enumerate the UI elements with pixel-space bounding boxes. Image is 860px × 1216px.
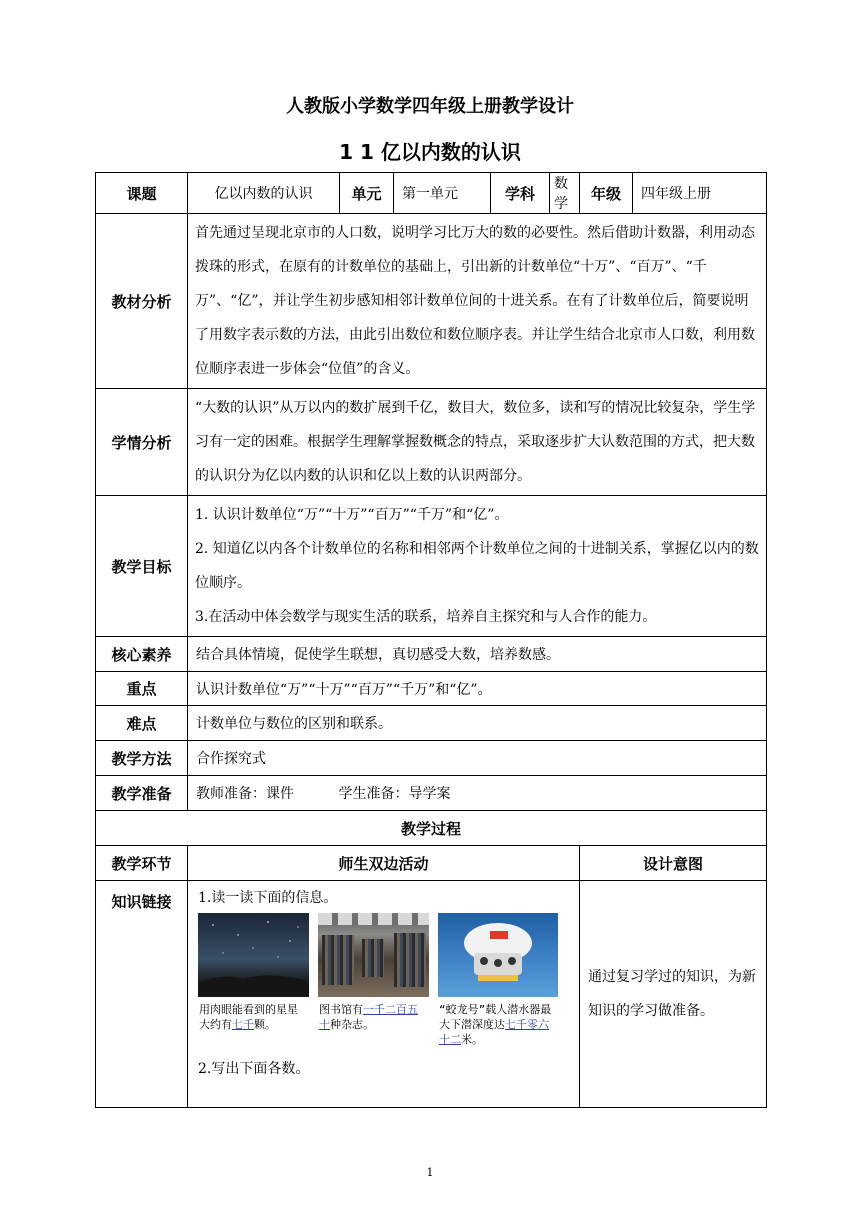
- subject-value: 数学: [550, 173, 580, 214]
- step-read-info: 1.读一读下面的信息。: [198, 890, 338, 906]
- student-analysis-label: 学情分析: [96, 389, 188, 496]
- teaching-prep-row: [96, 776, 767, 811]
- process-title-row: [96, 811, 767, 846]
- material-analysis-label: 教材分析: [96, 214, 188, 389]
- caption-text: 米。: [461, 1033, 483, 1046]
- caption-number: 七千零六十二: [439, 1018, 549, 1046]
- teaching-prep-text: 教师准备：课件 学生准备：导学案: [188, 776, 767, 811]
- student-analysis-text: “大数的认识”从万以内的数扩展到千亿，数目大，数位多，读和写的情况比较复杂，学生学习有一定的困难。根据学生理解掌握数概念的特点，采取逐步扩大认数范围的方式，把大数的认识分为亿以内数的认识和亿以上数的认识两部分。: [188, 389, 767, 496]
- activity-column-header: 师生双边活动: [188, 846, 580, 881]
- page-number: 1: [426, 1166, 434, 1179]
- teaching-goals-label: 教学目标: [96, 496, 188, 637]
- info-row: [96, 173, 767, 214]
- core-literacy-text: 结合具体情境，促使学生联想，真切感受大数，培养数感。: [188, 637, 767, 672]
- teaching-method-text: 合作探究式: [188, 741, 767, 776]
- document-title: 人教版小学数学四年级上册教学设计: [286, 96, 574, 117]
- core-literacy-row: [96, 637, 767, 672]
- stage-column-header: 教学环节: [96, 846, 188, 881]
- difficulty-label: 难点: [96, 706, 188, 741]
- difficulty-text: 计数单位与数位的区别和联系。: [188, 706, 767, 741]
- caption-number: 七千: [232, 1018, 254, 1031]
- caption-text: 颗。: [254, 1018, 276, 1031]
- library-photo: [318, 913, 429, 997]
- goal-item: 1. 认识计数单位“万”“十万”“百万”“千万”和“亿”。: [195, 507, 509, 523]
- caption-text: “蛟龙号”载人潜水器最大下潜深度达: [439, 1003, 552, 1031]
- teaching-goals-cell: [188, 496, 767, 637]
- grade-value: 四年级上册: [633, 173, 767, 214]
- unit-label: 单元: [340, 173, 394, 214]
- grade-label: 年级: [580, 173, 633, 214]
- caption-number: 一千二百五十: [319, 1003, 418, 1031]
- student-analysis-row: [96, 389, 767, 496]
- step-write-numbers: 2.写出下面各数。: [198, 1061, 310, 1077]
- subject-label: 学科: [491, 173, 550, 214]
- caption-text: 种杂志。: [330, 1018, 374, 1031]
- teaching-method-row: [96, 741, 767, 776]
- teaching-prep-label: 教学准备: [96, 776, 188, 811]
- process-title: 教学过程: [96, 811, 767, 846]
- knowledge-link-row: [96, 881, 767, 1108]
- goal-item: 3.在活动中体会数学与现实生活的联系，培养自主探究和与人合作的能力。: [195, 609, 657, 625]
- knowledge-link-label: 知识链接: [96, 881, 188, 1108]
- caption-text: 图书馆有: [319, 1003, 363, 1016]
- key-point-row: [96, 672, 767, 706]
- caption-text: 用肉眼能看到的星星大约有: [199, 1003, 298, 1031]
- picture-card-submarine: [438, 913, 558, 1046]
- core-literacy-label: 核心素养: [96, 637, 188, 672]
- teaching-method-label: 教学方法: [96, 741, 188, 776]
- teaching-goals-row: [96, 496, 767, 637]
- info-pictures: [198, 913, 569, 1046]
- lesson-title: 1 1 亿以内数的认识: [339, 140, 521, 164]
- picture-caption-stars: [198, 997, 309, 1046]
- picture-card-stars: [198, 913, 309, 1046]
- intent-column-header: 设计意图: [580, 846, 767, 881]
- picture-caption-library: [318, 997, 429, 1046]
- lesson-plan-table: [95, 172, 767, 1108]
- topic-value: 亿以内数的认识: [188, 173, 340, 214]
- topic-label: 课题: [96, 173, 188, 214]
- key-point-label: 重点: [96, 672, 188, 706]
- difficulty-row: [96, 706, 767, 741]
- key-point-text: 认识计数单位“万”“十万”“百万”“千万”和“亿”。: [188, 672, 767, 706]
- goal-item: 2. 知道亿以内各个计数单位的名称和相邻两个计数单位之间的十进制关系，掌握亿以内的数位顺序。: [195, 541, 759, 591]
- night-sky-photo: [198, 913, 309, 997]
- knowledge-link-intent: 通过复习学过的知识，为新知识的学习做准备。: [580, 881, 767, 1108]
- process-header-row: [96, 846, 767, 881]
- material-analysis-row: [96, 214, 767, 389]
- picture-card-library: [318, 913, 429, 1046]
- material-analysis-text: 首先通过呈现北京市的人口数，说明学习比万大的数的必要性。然后借助计数器，利用动态拨珠的形式，在原有的计数单位的基础上，引出新的计数单位“十万”、“百万”、“千万”、“亿”，并让学生初步感知相邻计数单位间的十进关系。在有了计数单位后，简要说明了用数字表示数的方法，由此引出数位和数位顺序表。并让学生结合北京市人口数，利用数位顺序表进一步体会“位值”的含义。: [188, 214, 767, 389]
- unit-value: 第一单元: [394, 173, 491, 214]
- submarine-photo: [438, 913, 558, 997]
- knowledge-link-activity: [188, 881, 580, 1108]
- picture-caption-submarine: [438, 997, 558, 1046]
